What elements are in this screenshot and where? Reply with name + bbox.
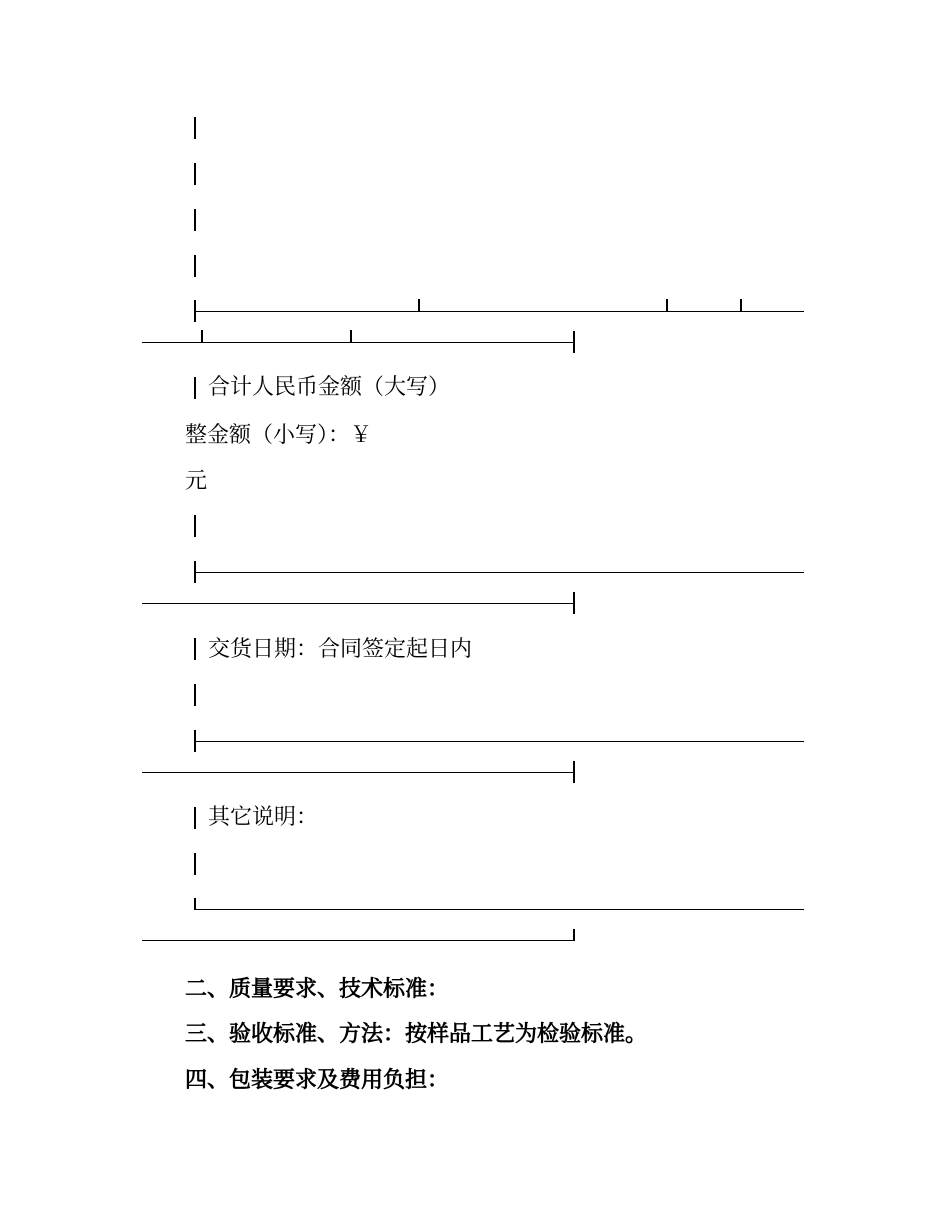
table-border (194, 255, 196, 277)
table-border (573, 592, 575, 614)
delivery-date: 交货日期：合同签定起日内 (208, 637, 473, 662)
table-border (194, 209, 196, 231)
table-rule (142, 342, 574, 343)
table-border (194, 117, 196, 139)
table-border (194, 163, 196, 185)
table-border (740, 299, 742, 311)
table-rule (142, 603, 574, 604)
currency-unit: 元 (185, 469, 208, 494)
table-border (573, 929, 575, 941)
table-rule (196, 572, 804, 573)
table-rule (142, 772, 574, 773)
table-rule (196, 311, 804, 312)
section-quality: 二、质量要求、技术标准： (185, 976, 450, 1002)
table-border (573, 331, 575, 353)
table-border (418, 299, 420, 311)
total-amount-small: 整金额（小写）：￥ (185, 423, 373, 448)
table-border (666, 299, 668, 311)
table-border (194, 684, 196, 706)
table-rule (196, 741, 804, 742)
table-border (194, 638, 196, 660)
table-rule (142, 940, 574, 941)
table-rule (196, 909, 804, 910)
table-border (194, 853, 196, 875)
table-border (194, 377, 196, 399)
table-border (194, 807, 196, 829)
table-border (573, 761, 575, 783)
table-border (194, 515, 196, 537)
section-acceptance: 三、验收标准、方法：按样品工艺为检验标准。 (185, 1021, 648, 1047)
table-border (201, 330, 203, 342)
other-notes: 其它说明： (208, 805, 319, 830)
total-amount-label: 合计人民币金额（大写） (208, 375, 451, 400)
section-packaging: 四、包装要求及费用负担： (185, 1067, 450, 1093)
table-border (350, 330, 352, 342)
